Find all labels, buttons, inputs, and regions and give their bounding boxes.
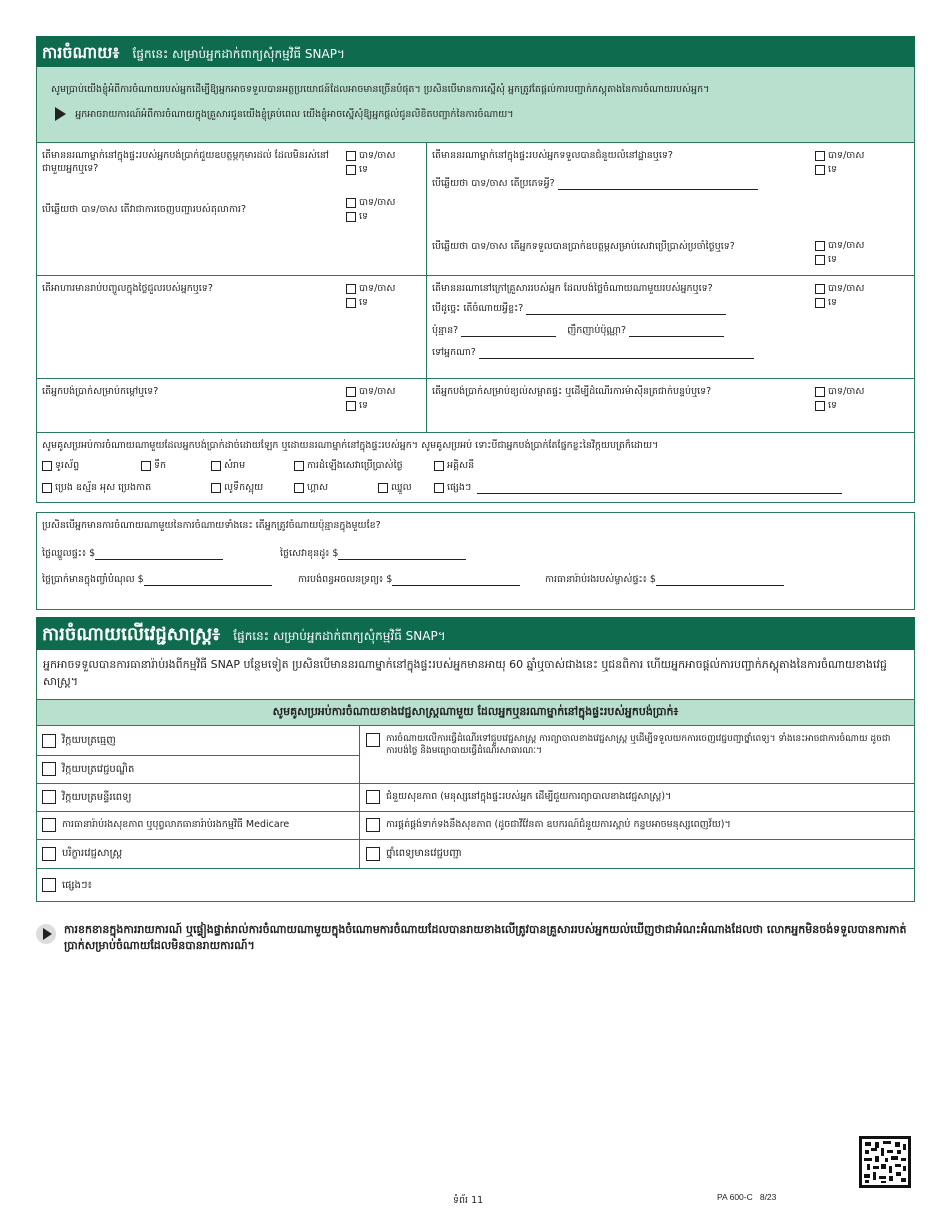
checkbox[interactable] <box>42 878 56 892</box>
checkbox[interactable] <box>434 461 444 471</box>
yes-no-utility-allowance <box>815 239 864 267</box>
yes-no-child-support <box>346 149 395 177</box>
no-label: ទេ <box>359 211 369 222</box>
checkbox-yes[interactable] <box>815 151 825 161</box>
expenses-row-3 <box>36 379 915 433</box>
housing-type-label: បើឆ្លើយថា បាទ/ចាស តើប្រភេទអ្វី? <box>432 178 555 189</box>
qr-code-icon <box>859 1136 911 1188</box>
utilities-section <box>36 433 915 503</box>
utility-label: ហ្គាស <box>307 482 329 493</box>
utilities-prompt: សូមគូសប្រអប់ការចំណាយណាមួយដែលអ្នកបង់ប្រាក់ដាច់ដោយឡែក ឬដោយនរណាម្នាក់នៅក្នុងផ្ទះរបស់អ្នក។ សូមគូសប្រអប់ ទោះបីជាអ្នកបង់ប្រាក់តែផ្នែកខ្លះនៃវិក្កយបត្រក៏ដោយ។ <box>42 440 659 451</box>
utility-trash <box>211 459 245 472</box>
yes-label: បាទ/ចាស <box>359 386 396 397</box>
outside-payer-what <box>432 302 726 315</box>
expenses-intro-box <box>36 67 915 142</box>
question-child-support: តើមាននរណាម្នាក់នៅក្នុងផ្ទះរបស់អ្នកបង់ប្រាក់ជួយឧបត្ថម្ភកុមារដល់ ដែលមិនរស់នៅជាមួយអ្នកឬទេ? <box>42 150 329 174</box>
form-id: PA 600-C 8/23 <box>717 1192 777 1202</box>
utility-other-field[interactable] <box>477 484 842 494</box>
cost-insurance-label: ការធានារ៉ាប់រងរបស់ម្ចាស់ផ្ទះ៖ $ <box>545 574 656 585</box>
yes-label: បាទ/ចាស <box>828 150 865 161</box>
cost-condo-field[interactable] <box>338 550 466 560</box>
medical-footnote <box>36 922 915 954</box>
monthly-costs-box <box>36 512 915 610</box>
yes-label: បាទ/ចាស <box>828 283 865 294</box>
medical-prescription-bills <box>42 755 134 783</box>
utility-label: ការដំឡើងសេវាប្រើប្រាស់ថ្ងៃ <box>307 460 403 471</box>
checkbox[interactable] <box>42 790 56 804</box>
medical-label: ជំនួយសុខភាព (មនុស្សនៅក្នុងផ្ទះរបស់អ្នក ដើម្បីជួយការព្យាបាលខាងវេជ្ជសាស្ត្រ)។ <box>386 791 672 802</box>
utility-label: សំរាម <box>224 460 246 471</box>
utility-fuel <box>42 481 151 494</box>
outside-payer-to-label: ទៅអ្នកណា? <box>432 347 476 358</box>
utility-label: ទូរស័ព្ទ <box>55 460 80 471</box>
cost-insurance-field[interactable] <box>656 576 784 586</box>
checkbox-yes[interactable] <box>815 387 825 397</box>
yes-no-air-conditioning <box>815 385 864 413</box>
yes-no-housing <box>815 149 864 177</box>
checkbox-yes[interactable] <box>346 198 356 208</box>
checkbox[interactable] <box>294 461 304 471</box>
utility-label: ផ្សេងៗ <box>447 482 472 493</box>
utility-label: ទឹក <box>154 460 167 471</box>
arrow-icon <box>55 107 66 121</box>
checkbox[interactable] <box>378 483 388 493</box>
expenses-subtitle: ផ្នែកនេះ សម្រាប់អ្នកដាក់ពាក្យសុំកម្មវិធី SNAP។ <box>132 47 345 61</box>
expenses-intro: សូមប្រាប់យើងខ្ញុំអំពីការចំណាយរបស់អ្នកដើម្បីឱ្យអ្នកអាចទទួលបានអត្ថប្រយោជន៍ដែលអាចមានច្រើនបំផុត។ ប្រសិនបើមានការស្នើសុំ អ្នកត្រូវតែផ្តល់ការបញ្ជាក់ភស្តុតាងនៃការចំណាយរបស់អ្នក។ <box>51 84 710 95</box>
checkbox[interactable] <box>366 790 380 804</box>
checkbox-no[interactable] <box>346 212 356 222</box>
checkbox-no[interactable] <box>346 401 356 411</box>
outside-payer-amount-label: ប៉ុន្មាន? <box>432 325 459 336</box>
outside-payer-what-label: បើដូច្នេះ តើចំណាយអ្វីខ្លះ? <box>432 303 524 314</box>
outside-payer-frequency-field[interactable] <box>629 327 724 337</box>
medical-label: ថ្នាំពេទ្យមានវេជ្ជបញ្ជា <box>386 848 462 859</box>
medical-supplies <box>42 839 122 868</box>
question-court-order: បើឆ្លើយថា បាទ/ចាស តើវាជាការចេញបញ្ជារបស់តុលាការ? <box>42 204 247 215</box>
utility-rent <box>378 481 412 494</box>
medical-label: ផ្សេងៗ៖ <box>62 879 92 891</box>
utility-water <box>141 459 166 472</box>
checkbox[interactable] <box>366 733 380 747</box>
no-label: ទេ <box>828 297 838 308</box>
medical-table-header-text: សូមគូសប្រអប់ការចំណាយខាងវេជ្ជសាស្ត្រណាមួយ ដែលអ្នកឬនរណាម្នាក់នៅក្នុងផ្ទះរបស់អ្នកបង់ប្រាក់៖ <box>272 705 679 718</box>
medical-dental <box>42 726 116 755</box>
question-air-conditioning: តើអ្នកបង់ប្រាក់សម្រាប់ខ្យល់សម្អាតផ្ទះ ឬដើម្បីដំណើរការម៉ាស៊ីនត្រជាក់បន្ទប់ឬទេ? <box>432 386 712 397</box>
cost-condo <box>280 547 466 560</box>
utility-label: លូទឹកស្អុយ <box>224 482 264 493</box>
medical-title: ការចំណាយលើវេជ្ជសាស្ត្រ៖ <box>42 624 221 645</box>
medical-hospital <box>42 783 131 811</box>
checkbox[interactable] <box>42 847 56 861</box>
medical-medicine <box>366 839 462 868</box>
costs-prompt: ប្រសិនបើអ្នកមានការចំណាយណាមួយនៃការចំណាយទាំងនេះ តើអ្នកត្រូវចំណាយប៉ុន្មានក្នុងមួយខែ? <box>42 520 381 531</box>
cost-rent-label: ថ្លៃឈ្នួលផ្ទះ៖ $ <box>42 548 96 559</box>
yes-no-court-order <box>346 196 395 224</box>
checkbox[interactable] <box>42 461 52 471</box>
checkbox-no[interactable] <box>815 165 825 175</box>
medical-in-home <box>366 783 671 811</box>
no-label: ទេ <box>359 164 369 175</box>
outside-payer-amount <box>432 324 724 337</box>
question-housing-assistance: តើមាននរណាម្នាក់នៅក្នុងផ្ទះរបស់អ្នកទទួលបានជំនួយលំនៅដ្ឋានឬទេ? <box>432 150 673 161</box>
play-arrow-icon <box>36 924 56 944</box>
checkbox[interactable] <box>294 483 304 493</box>
checkbox-no[interactable] <box>815 255 825 265</box>
cost-condo-label: ថ្លៃសេវាខុនដូ៖ $ <box>280 548 339 559</box>
medical-label: វិក្កយបត្រវេជ្ជបណ្ឌិត <box>62 763 135 775</box>
checkbox-yes[interactable] <box>815 284 825 294</box>
checkbox[interactable] <box>141 461 151 471</box>
utility-gas <box>294 481 328 494</box>
cost-mortgage-label: ថ្លៃប្រាក់មានក្នុងញ្ចាំបំណុល $ <box>42 574 144 585</box>
cost-rent-field[interactable] <box>95 550 223 560</box>
yes-label: បាទ/ចាស <box>359 150 396 161</box>
medical-table <box>36 726 915 902</box>
outside-payer-frequency-label: ញឹកញាប់ប៉ុណ្ណា? <box>567 325 627 336</box>
expenses-title: ការចំណាយ៖ <box>42 43 120 62</box>
medical-label: ការផ្គត់ផ្គង់ទាក់ទងនឹងសុខភាព (ដូចជាវីវ៉ែនតា ឧបករណ៍ជំនួយការស្តាប់ កន្ទបអាចមនុស្សពេញវ័យ)។ <box>386 819 731 830</box>
medical-insurance <box>42 811 289 839</box>
yes-no-heating <box>346 385 395 413</box>
question-heating: តើអ្នកបង់ប្រាក់សម្រាប់កម្តៅឬទេ? <box>42 386 159 397</box>
yes-no-meals <box>346 282 395 310</box>
expenses-row-2 <box>36 276 915 379</box>
outside-payer-to <box>432 346 754 359</box>
medical-transport <box>366 733 906 757</box>
medical-subtitle: ផ្នែកនេះ សម្រាប់អ្នកដាក់ពាក្យសុំកម្មវិធី SNAP។ <box>233 629 446 643</box>
expenses-note <box>55 107 905 121</box>
cost-rent <box>42 547 223 560</box>
cost-property-tax-label: ការបង់ពន្ធអចលនទ្រព្យ៖ $ <box>298 574 393 585</box>
cost-insurance <box>545 573 784 586</box>
no-label: ទេ <box>359 400 369 411</box>
yes-label: បាទ/ចាស <box>828 386 865 397</box>
checkbox[interactable] <box>42 483 52 493</box>
medical-label: វិក្កយបត្រមន្ទីរពេទ្យ <box>62 791 132 803</box>
no-label: ទេ <box>828 164 838 175</box>
housing-type-field[interactable] <box>558 180 758 190</box>
yes-label: បាទ/ចាស <box>359 283 396 294</box>
medical-label: ការធានារ៉ាប់រងសុខភាព ឬបុព្វលាភធានារ៉ាប់រងកម្មវិធី Medicare <box>62 819 290 830</box>
expenses-row-1 <box>36 142 915 276</box>
page-number: ទំព័រ 11 <box>453 1195 484 1206</box>
checkbox[interactable] <box>211 483 221 493</box>
medical-other <box>42 868 92 902</box>
cost-mortgage-field[interactable] <box>144 576 272 586</box>
outside-payer-amount-field[interactable] <box>461 327 556 337</box>
utility-label: ប្រេង ឧស្ម័ន អុស ប្រេងកាត <box>55 482 152 493</box>
cost-property-tax <box>298 573 520 586</box>
checkbox[interactable] <box>366 818 380 832</box>
no-label: ទេ <box>828 254 838 265</box>
outside-payer-to-field[interactable] <box>479 349 754 359</box>
yes-label: បាទ/ចាស <box>359 197 396 208</box>
question-meals-in-rent: តើអាហារមានរាប់បញ្ចូលក្នុងថ្លៃជួលរបស់អ្នកឬទេ? <box>42 283 213 294</box>
checkbox-yes[interactable] <box>346 151 356 161</box>
yes-no-outside-payer <box>815 282 864 310</box>
medical-label: ការចំណាយលើការធ្វើដំណើរទៅជួបវេជ្ជសាស្ត្រ ការព្យាបាលខាងវេជ្ជសាស្ត្រ ឬដើម្បីទទួលយកការចេញវេជ្ជបញ្ជាថ្នាំពេទ្យ។ ទាំងនេះអាចជាការចំណាយ ដូចជាការបង់ថ្លៃ និងមធ្យោបាយធ្វើដំណើរសាធារណៈ។ <box>386 734 891 756</box>
checkbox[interactable] <box>42 734 56 748</box>
medical-equipment <box>366 811 731 839</box>
cost-property-tax-field[interactable] <box>392 576 520 586</box>
utility-sewer <box>211 481 263 494</box>
utility-other <box>434 481 842 494</box>
checkbox-no[interactable] <box>815 298 825 308</box>
expenses-note-text: អ្នកអាចរាយការណ៍អំពីការចំណាយក្នុងគ្រួសារជូនយើងខ្ញុំគ្រប់ពេល យើងខ្ញុំអាចស្នើសុំឱ្យអ្នកផ្តល់ជូនលិខិតបញ្ជាក់នៃការចំណាយ។ <box>75 109 514 120</box>
question-outside-payer: តើមាននរណានៅក្រៅគ្រួសាររបស់អ្នក ដែលបង់ថ្លៃចំណាយណាមួយរបស់អ្នកឬទេ? <box>432 283 713 294</box>
checkbox[interactable] <box>434 483 444 493</box>
medical-label: បរិក្ខារវេជ្ជសាស្ត្រ <box>62 848 123 859</box>
medical-intro: អ្នកអាចទទួលបានការធានារ៉ាប់រងពីកម្មវិធី SNAP បន្ថែមទៀត ប្រសិនបើមាននរណាម្នាក់នៅក្នុងផ្ទះរបស់អ្នកមានអាយុ 60 ឆ្នាំឬចាស់ជាងនេះ ឬជនពិការ ហើយអ្នកអាចផ្តល់ការបញ្ជាក់ភស្តុតាងនៃការចំណាយខាងវេជ្ជសាស្ត្រ។ <box>43 658 887 688</box>
no-label: ទេ <box>359 297 369 308</box>
checkbox-no[interactable] <box>346 165 356 175</box>
checkbox-no[interactable] <box>346 298 356 308</box>
checkbox-no[interactable] <box>815 401 825 411</box>
question-utility-allowance: បើឆ្លើយថា បាទ/ចាស តើអ្នកទទួលបានប្រាក់ឧបត្ថម្ភសម្រាប់សេវាប្រើប្រាស់ប្រចាំថ្ងៃឬទេ? <box>432 241 735 252</box>
checkbox[interactable] <box>42 818 56 832</box>
checkbox-yes[interactable] <box>346 284 356 294</box>
medical-label: វិក្កយបត្រធ្មេញ <box>62 735 116 746</box>
medical-intro-box <box>36 650 915 699</box>
utility-installation <box>294 459 403 472</box>
yes-label: បាទ/ចាស <box>828 240 865 251</box>
medical-header <box>36 617 915 650</box>
cost-mortgage <box>42 573 272 586</box>
checkbox[interactable] <box>366 847 380 861</box>
utility-phone <box>42 459 79 472</box>
checkbox-yes[interactable] <box>346 387 356 397</box>
medical-footnote-text: ការខកខានក្នុងការរាយការណ៍ ឬផ្ទៀងផ្ទាត់រាល់ការចំណាយណាមួយក្នុងចំណោមការចំណាយដែលបានរាយខាងលើត្រូវបានគ្រួសាររបស់អ្នកយល់ឃើញថាជាអំណះអំណាងដែលថា លោកអ្នកមិនចង់ទទួលបានការកាត់ប្រាក់សម្រាប់ចំណាយដែលមិនបានរាយការណ៍។ <box>64 923 907 952</box>
no-label: ទេ <box>828 400 838 411</box>
outside-payer-what-field[interactable] <box>526 305 726 315</box>
checkbox[interactable] <box>211 461 221 471</box>
utility-label: ឈ្នួល <box>391 482 412 493</box>
utility-electricity <box>434 459 474 472</box>
expenses-header <box>36 36 915 67</box>
utility-label: អគ្គិសនី <box>447 460 475 471</box>
medical-table-header <box>36 699 915 726</box>
housing-type <box>432 177 758 190</box>
checkbox[interactable] <box>42 762 56 776</box>
checkbox-yes[interactable] <box>815 241 825 251</box>
